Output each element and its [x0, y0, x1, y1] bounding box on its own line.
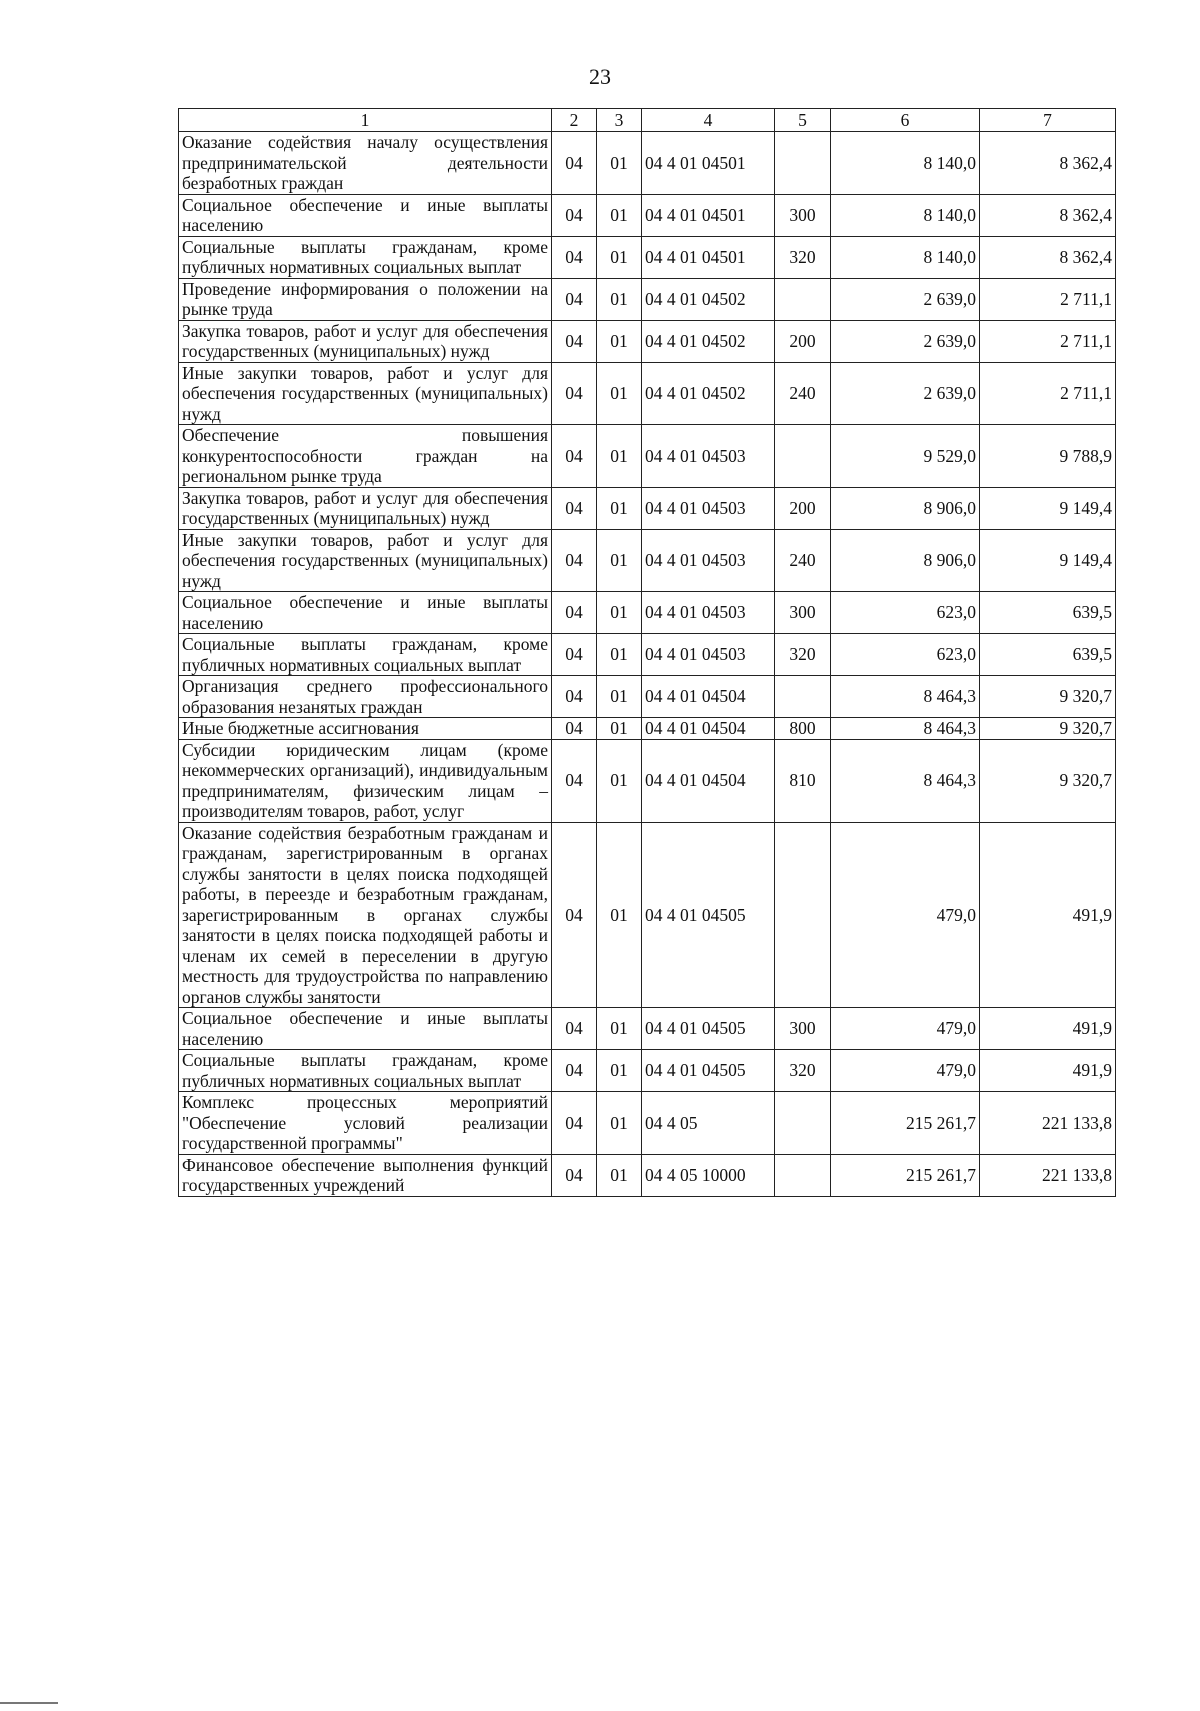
row-amount-col6-cell: 9 529,0	[831, 425, 980, 488]
row-section-cell: 04	[552, 634, 597, 676]
row-subsection-cell: 01	[597, 194, 642, 236]
table-row	[179, 278, 1116, 320]
row-name-cell: Организация среднего профессионального образования незанятых граждан	[179, 676, 552, 718]
row-kind-cell	[775, 676, 831, 718]
row-kind-cell: 200	[775, 320, 831, 362]
row-subsection-cell: 01	[597, 718, 642, 740]
row-amount-col6-cell: 8 464,3	[831, 739, 980, 822]
table-row	[179, 634, 1116, 676]
row-subsection-cell: 01	[597, 132, 642, 195]
row-amount-col7-cell: 9 149,4	[980, 529, 1116, 592]
row-section-cell: 04	[552, 529, 597, 592]
row-kind-cell: 320	[775, 1050, 831, 1092]
row-kind-cell	[775, 1154, 831, 1196]
table-row	[179, 194, 1116, 236]
row-subsection-cell: 01	[597, 320, 642, 362]
row-code-cell: 04 4 01 04503	[642, 529, 775, 592]
row-code-cell: 04 4 01 04503	[642, 487, 775, 529]
row-amount-col7-cell: 9 149,4	[980, 487, 1116, 529]
row-amount-col7-cell: 9 320,7	[980, 718, 1116, 740]
table-row	[179, 529, 1116, 592]
column-header: 3	[597, 109, 642, 132]
row-amount-col7-cell: 9 788,9	[980, 425, 1116, 488]
table-row	[179, 1050, 1116, 1092]
row-section-cell: 04	[552, 592, 597, 634]
row-kind-cell	[775, 132, 831, 195]
row-kind-cell: 300	[775, 194, 831, 236]
table-row	[179, 362, 1116, 425]
page-number: 23	[589, 64, 611, 89]
row-name-cell: Социальные выплаты гражданам, кроме публичных нормативных социальных выплат	[179, 236, 552, 278]
row-section-cell: 04	[552, 487, 597, 529]
row-code-cell: 04 4 01 04503	[642, 634, 775, 676]
row-amount-col7-cell: 2 711,1	[980, 278, 1116, 320]
row-subsection-cell: 01	[597, 425, 642, 488]
row-code-cell: 04 4 01 04501	[642, 194, 775, 236]
row-subsection-cell: 01	[597, 1008, 642, 1050]
row-subsection-cell: 01	[597, 278, 642, 320]
row-amount-col6-cell: 479,0	[831, 1050, 980, 1092]
row-name-cell: Иные закупки товаров, работ и услуг для обеспечения государственных (муниципальных) нужд	[179, 362, 552, 425]
row-kind-cell: 800	[775, 718, 831, 740]
row-code-cell: 04 4 01 04501	[642, 132, 775, 195]
row-amount-col6-cell: 479,0	[831, 822, 980, 1008]
row-name-cell: Комплекс процессных мероприятий "Обеспечение условий реализации государственной программы"	[179, 1092, 552, 1155]
row-amount-col7-cell: 221 133,8	[980, 1154, 1116, 1196]
row-amount-col7-cell: 9 320,7	[980, 676, 1116, 718]
column-header: 1	[179, 109, 552, 132]
row-subsection-cell: 01	[597, 1050, 642, 1092]
row-name-cell: Оказание содействия безработным гражданам и гражданам, зарегистрированным в органах службы занятости в целях поиска подходящей работы, в переезде и безработным гражданам, зарегистрированным в органах службы занятости в целях поиска подходящей работы и членам их семей в переселении в другую местность для трудоустройства по направлению органов службы занятости	[179, 822, 552, 1008]
row-kind-cell: 240	[775, 362, 831, 425]
row-section-cell: 04	[552, 278, 597, 320]
column-header: 7	[980, 109, 1116, 132]
row-amount-col6-cell: 8 464,3	[831, 718, 980, 740]
row-amount-col7-cell: 221 133,8	[980, 1092, 1116, 1155]
row-section-cell: 04	[552, 1050, 597, 1092]
row-name-cell: Иные закупки товаров, работ и услуг для обеспечения государственных (муниципальных) нужд	[179, 529, 552, 592]
row-subsection-cell: 01	[597, 822, 642, 1008]
row-code-cell: 04 4 01 04502	[642, 278, 775, 320]
row-kind-cell: 320	[775, 634, 831, 676]
table-row	[179, 1154, 1116, 1196]
row-amount-col6-cell: 8 906,0	[831, 487, 980, 529]
table-row	[179, 320, 1116, 362]
row-section-cell: 04	[552, 362, 597, 425]
row-subsection-cell: 01	[597, 362, 642, 425]
table-row	[179, 425, 1116, 488]
row-section-cell: 04	[552, 194, 597, 236]
row-kind-cell	[775, 278, 831, 320]
row-amount-col6-cell: 8 140,0	[831, 236, 980, 278]
row-name-cell: Закупка товаров, работ и услуг для обеспечения государственных (муниципальных) нужд	[179, 320, 552, 362]
column-header: 4	[642, 109, 775, 132]
column-header: 5	[775, 109, 831, 132]
row-section-cell: 04	[552, 132, 597, 195]
row-code-cell: 04 4 01 04502	[642, 362, 775, 425]
row-name-cell: Субсидии юридическим лицам (кроме некоммерческих организаций), индивидуальным предпринимателям, физическим лицам – производителям товаров, работ, услуг	[179, 739, 552, 822]
row-amount-col7-cell: 491,9	[980, 1008, 1116, 1050]
row-name-cell: Социальное обеспечение и иные выплаты населению	[179, 194, 552, 236]
column-header: 2	[552, 109, 597, 132]
row-amount-col6-cell: 2 639,0	[831, 320, 980, 362]
table-row	[179, 592, 1116, 634]
row-code-cell: 04 4 01 04505	[642, 1008, 775, 1050]
row-name-cell: Социальные выплаты гражданам, кроме публичных нормативных социальных выплат	[179, 634, 552, 676]
row-kind-cell: 810	[775, 739, 831, 822]
row-amount-col6-cell: 623,0	[831, 592, 980, 634]
row-code-cell: 04 4 05	[642, 1092, 775, 1155]
row-amount-col7-cell: 491,9	[980, 822, 1116, 1008]
table-row	[179, 132, 1116, 195]
scan-artifact-line	[0, 1702, 58, 1704]
row-subsection-cell: 01	[597, 592, 642, 634]
row-name-cell: Закупка товаров, работ и услуг для обеспечения государственных (муниципальных) нужд	[179, 487, 552, 529]
row-name-cell: Социальные выплаты гражданам, кроме публичных нормативных социальных выплат	[179, 1050, 552, 1092]
row-code-cell: 04 4 01 04504	[642, 718, 775, 740]
row-code-cell: 04 4 01 04504	[642, 676, 775, 718]
table-row	[179, 487, 1116, 529]
row-subsection-cell: 01	[597, 1092, 642, 1155]
table-row	[179, 1092, 1116, 1155]
row-section-cell: 04	[552, 320, 597, 362]
row-kind-cell: 300	[775, 592, 831, 634]
row-code-cell: 04 4 01 04505	[642, 822, 775, 1008]
row-code-cell: 04 4 01 04503	[642, 425, 775, 488]
table-row	[179, 1008, 1116, 1050]
row-section-cell: 04	[552, 676, 597, 718]
row-subsection-cell: 01	[597, 676, 642, 718]
row-code-cell: 04 4 01 04504	[642, 739, 775, 822]
row-section-cell: 04	[552, 739, 597, 822]
row-name-cell: Оказание содействия началу осуществления предпринимательской деятельности безработных граждан	[179, 132, 552, 195]
row-amount-col6-cell: 623,0	[831, 634, 980, 676]
table-row	[179, 718, 1116, 740]
row-name-cell: Обеспечение повышения конкурентоспособности граждан на региональном рынке труда	[179, 425, 552, 488]
row-amount-col7-cell: 491,9	[980, 1050, 1116, 1092]
row-section-cell: 04	[552, 822, 597, 1008]
row-amount-col6-cell: 8 140,0	[831, 194, 980, 236]
row-code-cell: 04 4 05 10000	[642, 1154, 775, 1196]
row-kind-cell	[775, 1092, 831, 1155]
row-amount-col7-cell: 2 711,1	[980, 320, 1116, 362]
row-amount-col6-cell: 8 140,0	[831, 132, 980, 195]
row-section-cell: 04	[552, 718, 597, 740]
row-amount-col7-cell: 8 362,4	[980, 194, 1116, 236]
row-section-cell: 04	[552, 236, 597, 278]
row-amount-col6-cell: 215 261,7	[831, 1092, 980, 1155]
row-subsection-cell: 01	[597, 529, 642, 592]
row-kind-cell	[775, 822, 831, 1008]
row-code-cell: 04 4 01 04501	[642, 236, 775, 278]
row-name-cell: Иные бюджетные ассигнования	[179, 718, 552, 740]
row-subsection-cell: 01	[597, 739, 642, 822]
table-header-row	[179, 109, 1116, 132]
table-row	[179, 676, 1116, 718]
row-subsection-cell: 01	[597, 487, 642, 529]
row-name-cell: Социальное обеспечение и иные выплаты населению	[179, 592, 552, 634]
row-amount-col7-cell: 639,5	[980, 592, 1116, 634]
row-code-cell: 04 4 01 04502	[642, 320, 775, 362]
row-kind-cell: 240	[775, 529, 831, 592]
row-amount-col6-cell: 215 261,7	[831, 1154, 980, 1196]
table-row	[179, 739, 1116, 822]
row-amount-col7-cell: 639,5	[980, 634, 1116, 676]
row-section-cell: 04	[552, 425, 597, 488]
row-amount-col6-cell: 2 639,0	[831, 278, 980, 320]
row-section-cell: 04	[552, 1092, 597, 1155]
budget-table	[178, 108, 1116, 1197]
row-kind-cell: 300	[775, 1008, 831, 1050]
row-amount-col7-cell: 8 362,4	[980, 236, 1116, 278]
row-code-cell: 04 4 01 04505	[642, 1050, 775, 1092]
row-amount-col6-cell: 8 906,0	[831, 529, 980, 592]
row-amount-col7-cell: 9 320,7	[980, 739, 1116, 822]
row-subsection-cell: 01	[597, 634, 642, 676]
row-amount-col6-cell: 479,0	[831, 1008, 980, 1050]
row-section-cell: 04	[552, 1008, 597, 1050]
table-row	[179, 236, 1116, 278]
row-name-cell: Социальное обеспечение и иные выплаты населению	[179, 1008, 552, 1050]
row-kind-cell: 320	[775, 236, 831, 278]
row-code-cell: 04 4 01 04503	[642, 592, 775, 634]
table-row	[179, 822, 1116, 1008]
row-name-cell: Проведение информирования о положении на рынке труда	[179, 278, 552, 320]
row-kind-cell	[775, 425, 831, 488]
row-kind-cell: 200	[775, 487, 831, 529]
row-amount-col6-cell: 8 464,3	[831, 676, 980, 718]
row-amount-col7-cell: 8 362,4	[980, 132, 1116, 195]
column-header: 6	[831, 109, 980, 132]
row-section-cell: 04	[552, 1154, 597, 1196]
row-name-cell: Финансовое обеспечение выполнения функций государственных учреждений	[179, 1154, 552, 1196]
row-amount-col7-cell: 2 711,1	[980, 362, 1116, 425]
row-subsection-cell: 01	[597, 236, 642, 278]
row-subsection-cell: 01	[597, 1154, 642, 1196]
row-amount-col6-cell: 2 639,0	[831, 362, 980, 425]
